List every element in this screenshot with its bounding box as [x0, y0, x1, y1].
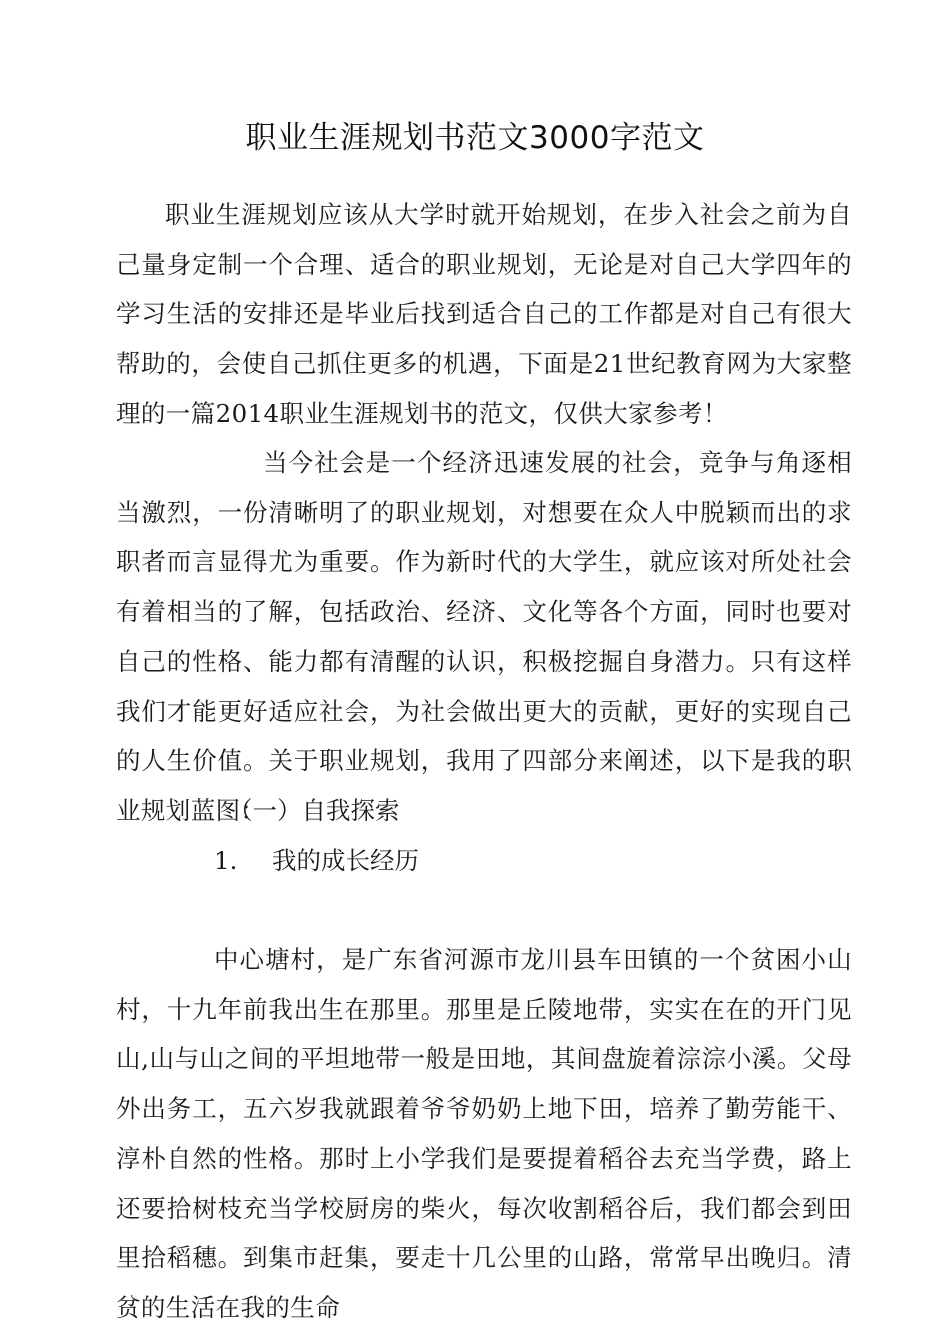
growth-paragraph: 中心塘村，是广东省河源市龙川县车田镇的一个贫困小山村，十九年前我出生在那里。那里是丘陵地带，实实在在的开门见山,山与山之间的平坦地带一般是田地，其间盘旋着淙淙小溪。父母外出务工，五六岁我就跟着爷爷奶奶上地下田，培养了勤劳能干、淳朴自然的性格。那时上小学我们是要提着稻谷去充当学费，路上还要拾树枝充当学校厨房的柴火，每次收割稻谷后，我们都会到田里拾稻穗。到集市赶集，要走十几公里的山路，常常早出晚归。清贫的生活在我的生命	[116, 945, 852, 1322]
subsection-heading	[214, 836, 419, 886]
subsection-title: 我的成长经历	[272, 846, 419, 875]
subsection-number: 1.	[214, 846, 238, 875]
intro-paragraph: 职业生涯规划应该从大学时就开始规划，在步入社会之前为自己量身定制一个合理、适合的职业规划，无论是对自己大学四年的学习生活的安排还是毕业后找到适合自己的工作都是对自己有很大帮助的，会使自己抓住更多的机遇，下面是21世纪教育网为大家整理的一篇2014职业生涯规划书的范文，仅供大家参考！	[116, 200, 852, 428]
section-heading: （一）自我探索	[228, 796, 400, 825]
document-title: 职业生涯规划书范文3000字范文	[245, 120, 705, 156]
society-paragraph: 当今社会是一个经济迅速发展的社会，竞争与角逐相当激烈，一份清晰明了的职业规划，对想要在众人中脱颖而出的求职者而言显得尤为重要。作为新时代的大学生，就应该对所处社会有着相当的了解，包括政治、经济、文化等各个方面，同时也要对自己的性格、能力都有清醒的认识，积极挖掘自身潜力。只有这样我们才能更好适应社会，为社会做出更大的贡献，更好的实现自己的人生价值。关于职业规划，我用了四部分来阐述，以下是我的职业规划蓝图：	[116, 448, 852, 825]
